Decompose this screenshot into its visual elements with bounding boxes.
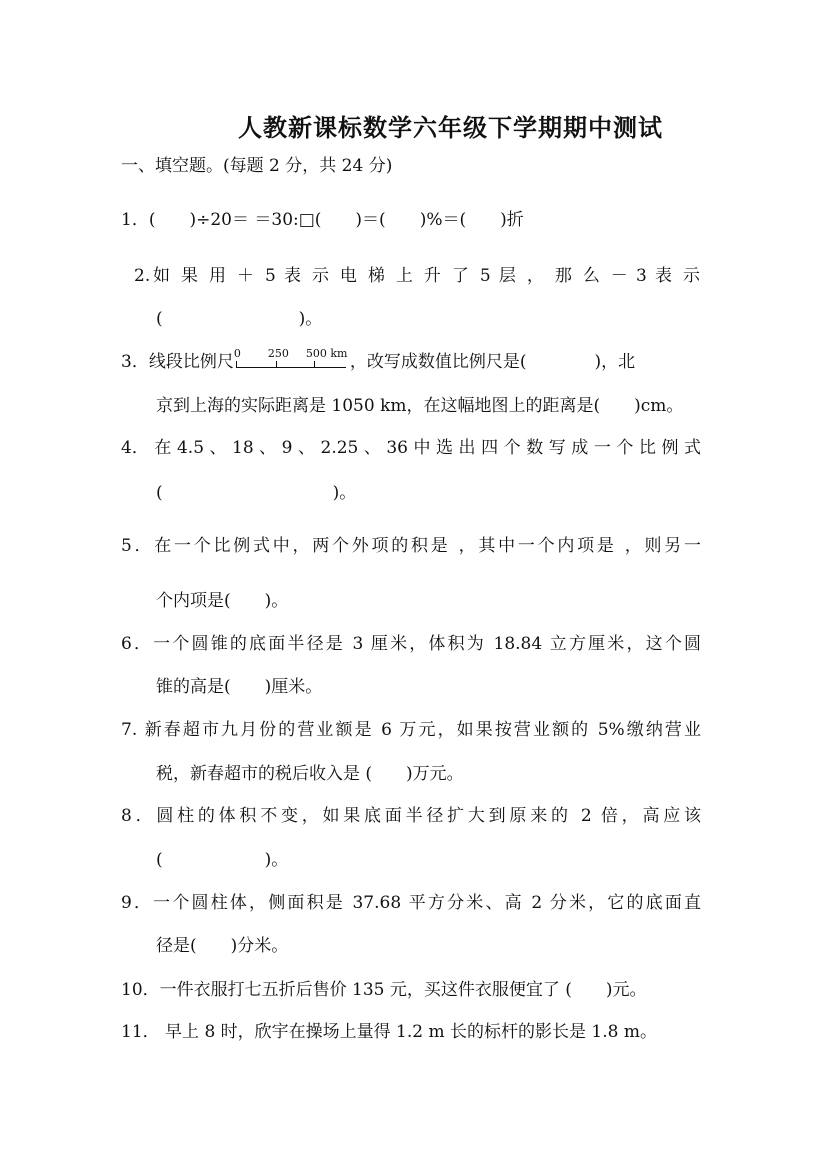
question-5-line-2: 个内项是( )。: [156, 591, 289, 611]
question-9-line-2: 径是( )分米。: [156, 936, 289, 956]
question-3-line-2: 京到上海的实际距离是 1050 km，在这幅地图上的距离是( )cm。: [156, 396, 684, 416]
question-8-line-1: 8．圆柱的体积不变，如果底面半径扩大到原来的 2 倍，高应该: [121, 806, 701, 826]
exam-title: 人教新课标数学六年级下学期期中测试: [238, 113, 663, 142]
scale-bar: [236, 367, 346, 368]
question-10: 10．一件衣服打七五折后售价 135 元，买这件衣服便宜了 ( )元。: [121, 980, 647, 1000]
question-7-line-1: 7. 新春超市九月份的营业额是 6 万元，如果按营业额的 5%缴纳营业: [121, 720, 701, 740]
question-2-line-2: ( )。: [156, 309, 323, 329]
question-11: 11． 早上 8 时，欣宇在操场上量得 1.2 m 长的标杆的影长是 1.8 m。: [121, 1022, 657, 1042]
question-6-line-2: 锥的高是( )厘米。: [156, 677, 323, 697]
scale-label-250: 250: [267, 347, 289, 360]
question-text: ，改写成数值比例尺是( )，北: [349, 352, 636, 372]
question-8-line-2: ( )。: [156, 850, 289, 870]
question-4-line-1: 4． 在 4.5 、 18 、 9 、 2.25 、 36 中 选 出 四 个 数 写 成 一 个 比 例 式: [121, 438, 701, 458]
question-6-line-1: 6．一个圆锥的底面半径是 3 厘米，体积为 18.84 立方厘米，这个圆: [121, 634, 701, 654]
scale-label-500km: 500 km: [305, 347, 348, 360]
section-heading: 一、填空题。(每题 2 分，共 24 分): [121, 156, 393, 176]
question-5-line-1: 5．在一个比例式中，两个外项的积是 ，其中一个内项是 ，则另一: [121, 536, 701, 556]
question-2-line-1: 2.如 果 用 ＋ 5 表 示 电 梯 上 升 了 5 层 ， 那 么 － 3 表 示: [134, 266, 700, 286]
line-scale-ruler: [233, 347, 350, 374]
scale-label-0: 0: [233, 347, 241, 360]
question-3-line-1: [121, 347, 636, 374]
question-9-line-1: 9．一个圆柱体，侧面积是 37.68 平方分米、高 2 分米，它的底面直: [121, 893, 701, 913]
question-4-line-2: ( )。: [156, 483, 357, 503]
question-text: ( )÷20＝ ＝30:□( )＝( )%＝( )折: [148, 210, 524, 230]
question-7-line-2: 税，新春超市的税后收入是 ( )万元。: [156, 764, 464, 784]
question-text: 线段比例尺: [148, 352, 234, 372]
question-number: 3．: [121, 352, 149, 372]
question-number: 1．: [121, 210, 149, 230]
question-1: [121, 208, 524, 232]
